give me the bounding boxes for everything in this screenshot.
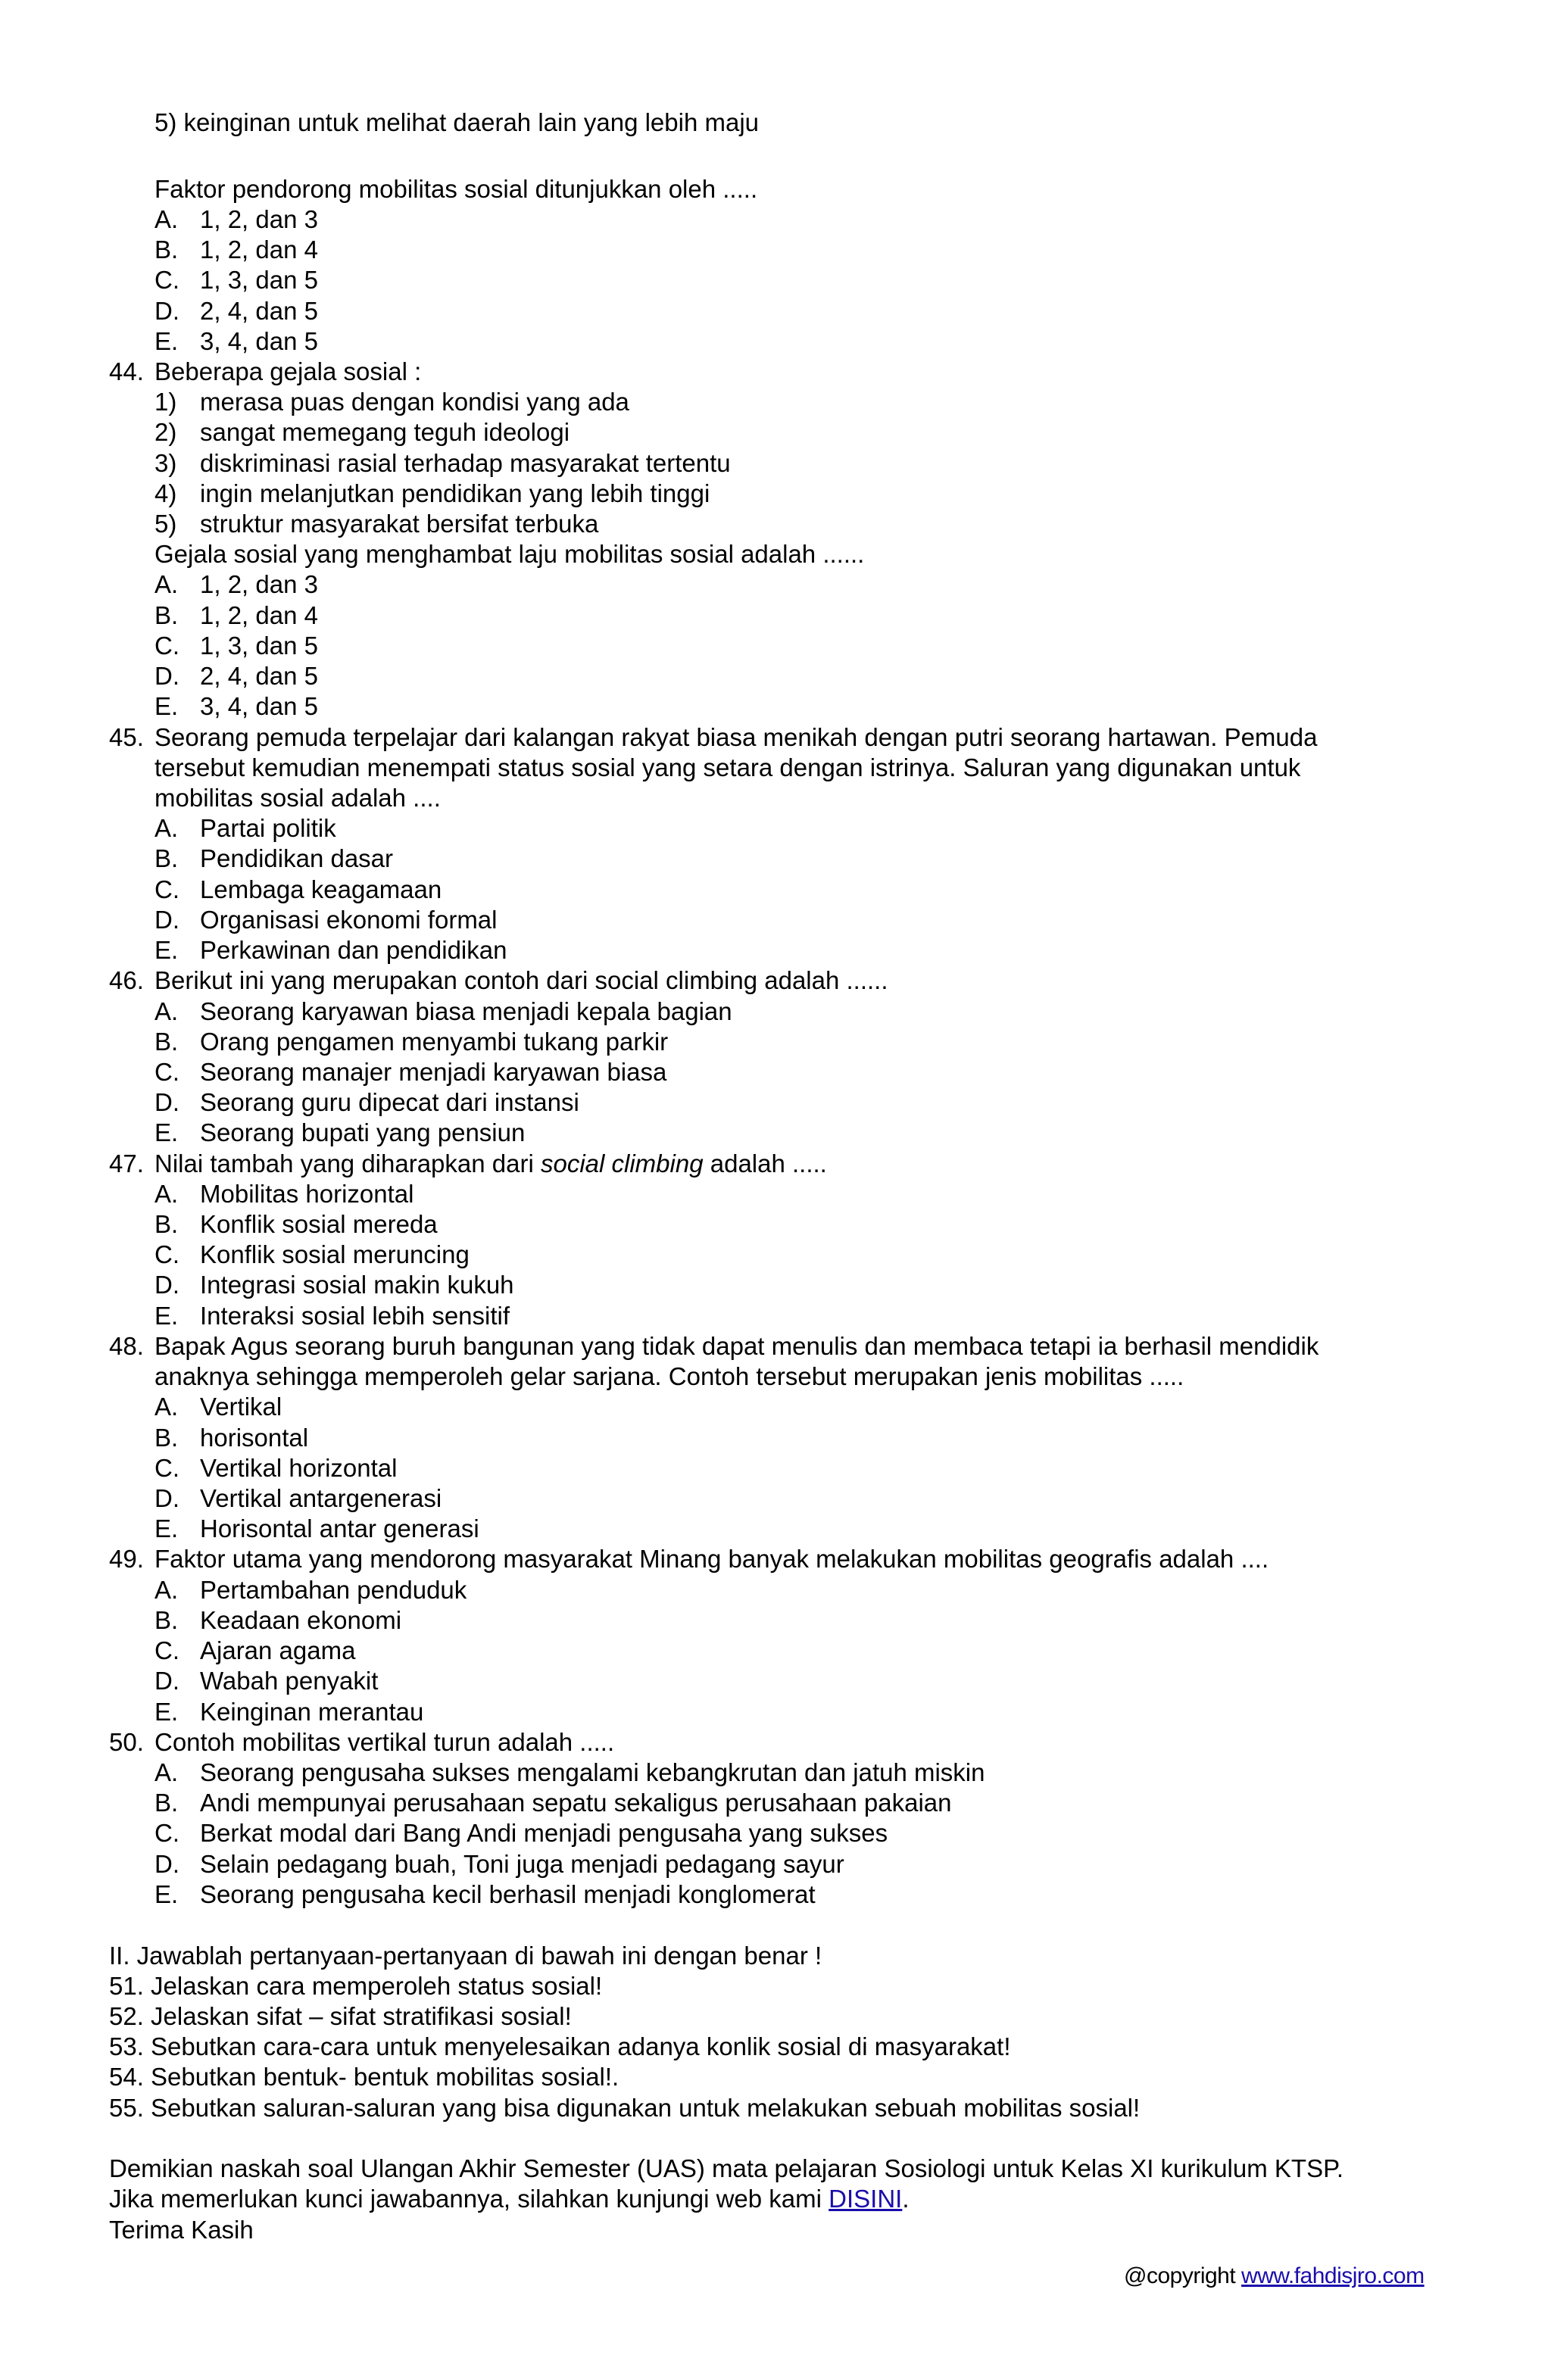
q46-stem: 46. Berikut ini yang merupakan contoh dari social climbing adalah ......: [109, 966, 888, 994]
q44-option-e: E. 3, 4, dan 5: [154, 692, 318, 720]
q43-option-a: A. 1, 2, dan 3: [154, 205, 318, 233]
q50-option-d: D. Selain pedagang buah, Toni juga menjadi pedagang sayur: [154, 1850, 844, 1878]
q48-option-a: A. Vertikal: [154, 1393, 282, 1421]
essay-question-52: 52. Jelaskan sifat – sifat stratifikasi sosial!: [109, 2002, 572, 2030]
q45-option-e: E. Perkawinan dan pendidikan: [154, 936, 507, 964]
q47-option-e: E. Interaksi sosial lebih sensitif: [154, 1302, 510, 1330]
closing-line-3: Terima Kasih: [109, 2216, 254, 2244]
q44-option-c: C. 1, 3, dan 5: [154, 632, 318, 660]
q47-option-d: D. Integrasi sosial makin kukuh: [154, 1271, 514, 1299]
q49-option-a: A. Pertambahan penduduk: [154, 1576, 467, 1604]
q45-stem-line-3: mobilitas sosial adalah ....: [154, 784, 441, 812]
essay-question-53: 53. Sebutkan cara-cara untuk menyelesaikan adanya konlik sosial di masyarakat!: [109, 2032, 1011, 2060]
q46-option-b: B. Orang pengamen menyambi tukang parkir: [154, 1028, 669, 1056]
section2-heading: II. Jawablah pertanyaan-pertanyaan di bawah ini dengan benar !: [109, 1942, 822, 1970]
q48-option-e: E. Horisontal antar generasi: [154, 1514, 479, 1542]
q46-option-d: D. Seorang guru dipecat dari instansi: [154, 1088, 579, 1116]
q47-option-c: C. Konflik sosial meruncing: [154, 1240, 470, 1268]
q45-option-c: C. Lembaga keagamaan: [154, 875, 442, 903]
q49-stem: 49. Faktor utama yang mendorong masyarakat Minang banyak melakukan mobilitas geografis adalah ....: [109, 1545, 1269, 1573]
q44-item-2: 2) sangat memegang teguh ideologi: [154, 418, 570, 446]
q44-prompt: Gejala sosial yang menghambat laju mobilitas sosial adalah ......: [154, 540, 865, 568]
q50-option-b: B. Andi mempunyai perusahaan sepatu sekaligus perusahaan pakaian: [154, 1789, 952, 1817]
q48-stem-line-2: anaknya sehingga memperoleh gelar sarjana. Contoh tersebut merupakan jenis mobilitas .....: [154, 1362, 1184, 1390]
q43-option-b: B. 1, 2, dan 4: [154, 236, 318, 264]
closing-line-2: Jika memerlukan kunci jawabannya, silahkan kunjungi web kami DISINI.: [109, 2185, 910, 2213]
q49-option-d: D. Wabah penyakit: [154, 1667, 379, 1695]
q43-item-5: 5) keinginan untuk melihat daerah lain yang lebih maju: [154, 108, 760, 136]
q48-option-c: C. Vertikal horizontal: [154, 1454, 398, 1482]
q47-option-b: B. Konflik sosial mereda: [154, 1210, 438, 1238]
q50-stem: 50. Contoh mobilitas vertikal turun adalah .....: [109, 1728, 615, 1756]
q47-stem: 47. Nilai tambah yang diharapkan dari social climbing adalah .....: [109, 1149, 827, 1178]
q49-option-b: B. Keadaan ekonomi: [154, 1606, 402, 1634]
essay-question-55: 55. Sebutkan saluran-saluran yang bisa digunakan untuk melakukan sebuah mobilitas sosial!: [109, 2094, 1141, 2122]
q46-option-e: E. Seorang bupati yang pensiun: [154, 1118, 526, 1146]
website-link[interactable]: www.fahdisjro.com: [1241, 2263, 1425, 2288]
q48-option-d: D. Vertikal antargenerasi: [154, 1484, 442, 1512]
essay-question-51: 51. Jelaskan cara memperoleh status sosial!: [109, 1972, 603, 2000]
q45-option-a: A. Partai politik: [154, 814, 336, 842]
q44-option-a: A. 1, 2, dan 3: [154, 570, 318, 598]
copyright-footer: @copyright www.fahdisjro.com: [1124, 2263, 1425, 2288]
q48-option-b: B. horisontal: [154, 1424, 309, 1452]
q43-option-c: C. 1, 3, dan 5: [154, 266, 318, 294]
q43-option-d: D. 2, 4, dan 5: [154, 297, 318, 325]
disini-link[interactable]: DISINI: [829, 2185, 903, 2213]
q45-stem-line-1: 45. Seorang pemuda terpelajar dari kalangan rakyat biasa menikah dengan putri seorang hartawan. Pemuda: [109, 723, 1318, 751]
q44-stem: 44. Beberapa gejala sosial :: [109, 357, 422, 385]
q49-option-e: E. Keinginan merantau: [154, 1698, 424, 1726]
q43-option-e: E. 3, 4, dan 5: [154, 327, 318, 355]
q47-stem-italic: social climbing: [540, 1149, 704, 1178]
q46-option-c: C. Seorang manajer menjadi karyawan biasa: [154, 1058, 667, 1086]
q44-option-b: B. 1, 2, dan 4: [154, 601, 318, 629]
q46-option-a: A. Seorang karyawan biasa menjadi kepala bagian: [154, 997, 732, 1025]
q48-stem-line-1: 48. Bapak Agus seorang buruh bangunan yang tidak dapat menulis dan membaca tetapi ia berhasil mendidik: [109, 1332, 1319, 1360]
q44-item-1: 1) merasa puas dengan kondisi yang ada: [154, 388, 629, 416]
essay-question-54: 54. Sebutkan bentuk- bentuk mobilitas sosial!.: [109, 2063, 619, 2091]
q49-option-c: C. Ajaran agama: [154, 1636, 356, 1664]
q50-option-c: C. Berkat modal dari Bang Andi menjadi pengusaha yang sukses: [154, 1819, 888, 1847]
q45-option-b: B. Pendidikan dasar: [154, 844, 394, 872]
q44-option-d: D. 2, 4, dan 5: [154, 662, 318, 690]
q44-item-3: 3) diskriminasi rasial terhadap masyarakat tertentu: [154, 449, 731, 477]
q47-option-a: A. Mobilitas horizontal: [154, 1180, 414, 1208]
q50-option-a: A. Seorang pengusaha sukses mengalami kebangkrutan dan jatuh miskin: [154, 1758, 985, 1786]
q45-option-d: D. Organisasi ekonomi formal: [154, 906, 498, 934]
q44-item-4: 4) ingin melanjutkan pendidikan yang lebih tinggi: [154, 479, 710, 507]
q44-item-5: 5) struktur masyarakat bersifat terbuka: [154, 510, 599, 538]
q43-prompt: Faktor pendorong mobilitas sosial ditunjukkan oleh .....: [154, 175, 758, 203]
q45-stem-line-2: tersebut kemudian menempati status sosial yang setara dengan istrinya. Saluran yang digunakan untuk: [154, 753, 1301, 781]
closing-line-1: Demikian naskah soal Ulangan Akhir Semester (UAS) mata pelajaran Sosiologi untuk Kelas XI kurikulum KTSP.: [109, 2154, 1344, 2182]
q50-option-e: E. Seorang pengusaha kecil berhasil menjadi konglomerat: [154, 1880, 816, 1908]
